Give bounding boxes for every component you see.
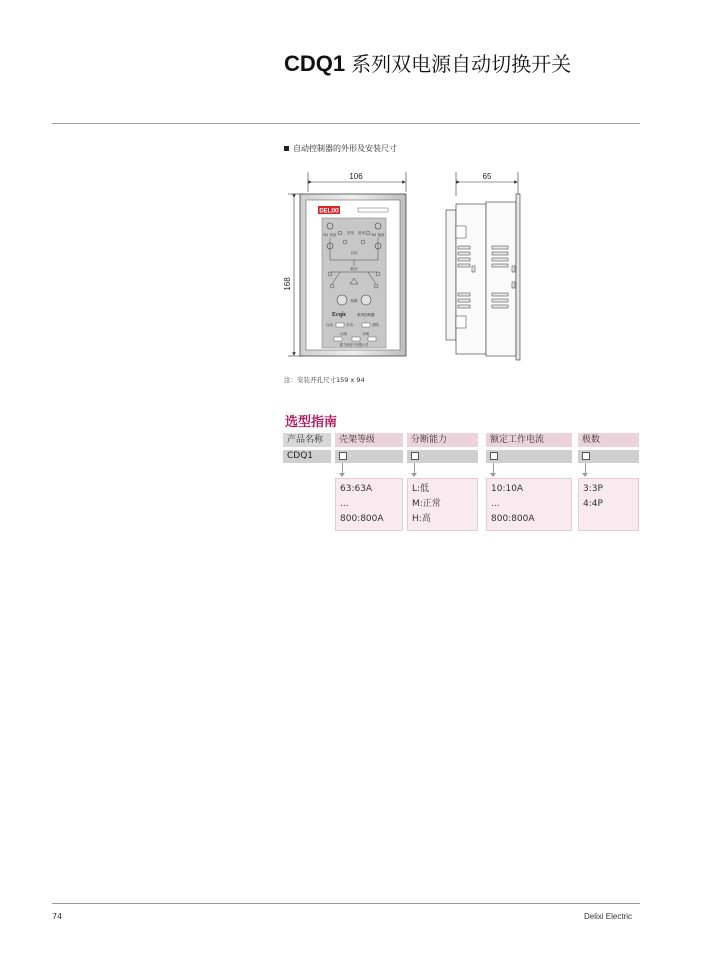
arrow-down-icon <box>582 473 588 477</box>
model-code: CDQ1 <box>284 51 346 76</box>
header-divider <box>52 123 640 124</box>
arrow-down-icon <box>490 473 496 477</box>
footer-divider <box>52 903 640 904</box>
breaking-code-checkbox[interactable] <box>411 452 419 460</box>
breaking-option: M:正常 <box>412 499 441 509</box>
title-text: 系列双电源自动切换开关 <box>351 52 572 76</box>
col-header-current: 额定工作电流 <box>486 433 572 447</box>
linkage-label: 联动 <box>350 267 358 271</box>
brand-logo-text: DELIXI <box>319 208 339 215</box>
breaking-code-cell <box>407 450 478 463</box>
poles-option: 3:3P <box>583 484 603 494</box>
arrow-down-icon <box>339 473 345 477</box>
n1-label: N1 常用 <box>323 233 337 237</box>
side-view <box>446 194 520 360</box>
col-header-breaking: 分断能力 <box>407 433 478 447</box>
auto-label: 自动 <box>350 251 358 255</box>
side-depth-label: 65 <box>482 172 492 181</box>
product-value-cell <box>283 450 331 463</box>
footer-brand: Delixi Electric <box>584 912 633 921</box>
depth-dimension <box>456 172 518 196</box>
poles-code-cell <box>578 450 639 463</box>
company-label: 德力西电气有限公司 <box>339 343 369 347</box>
page-title <box>284 48 571 77</box>
breaking-option: H:高 <box>412 514 431 524</box>
square-bullet-icon <box>284 146 289 151</box>
n2-label: N2 备用 <box>371 233 385 237</box>
section-heading <box>284 143 397 154</box>
fire-label: 消防 <box>372 323 379 327</box>
mode-auto-label: 自动 <box>326 323 333 327</box>
current-code-checkbox[interactable] <box>490 452 498 460</box>
supply1-label: 常用 <box>347 231 354 235</box>
height-label: 168 <box>283 277 292 291</box>
faceplate <box>322 218 386 348</box>
panel-model-suffix: 系列控制器 <box>357 313 375 317</box>
poles-option: 4:4P <box>583 499 603 509</box>
frame-option: 800:800A <box>340 514 384 524</box>
frame-option: ... <box>340 499 349 509</box>
current-option: 800:800A <box>491 514 535 524</box>
section-heading-text: 自动控制器的外形及安装尺寸 <box>293 144 397 153</box>
current-code-cell <box>486 450 572 463</box>
panel-model-text: Ecqic <box>332 312 347 318</box>
poles-code-checkbox[interactable] <box>582 452 590 460</box>
controller-drawing-svg <box>270 166 530 366</box>
frame-options <box>335 478 403 531</box>
breaking-option: L:低 <box>412 484 430 494</box>
width-dimension <box>308 172 406 192</box>
col-header-frame: 壳架等级 <box>335 433 403 447</box>
label-slot <box>358 208 388 212</box>
footnote: 注：安装开孔尺寸159 x 94 <box>284 376 365 384</box>
frame-option: 63:63A <box>340 484 373 494</box>
frame-code-cell <box>335 450 403 463</box>
current-option: ... <box>491 499 500 509</box>
controller-drawing <box>270 166 530 370</box>
current-options <box>486 478 572 531</box>
switch-off-label: 分闸 <box>362 332 369 336</box>
current-option: 10:10A <box>491 484 524 494</box>
arrow-down-icon <box>411 473 417 477</box>
supply2-label: 备用 <box>358 231 365 235</box>
page-number: 74 <box>52 912 63 921</box>
poles-options <box>578 478 639 531</box>
switch-on-label: 合闸 <box>340 332 347 336</box>
front-width-label: 106 <box>349 172 363 181</box>
mode-manual-label: 手动 <box>346 323 353 327</box>
col-header-poles: 极数 <box>578 433 639 447</box>
product-value: CDQ1 <box>287 451 314 461</box>
frame-code-checkbox[interactable] <box>339 452 347 460</box>
selection-heading: 选型指南 <box>285 415 338 430</box>
col-header-product: 产品名称 <box>283 433 331 447</box>
breaking-options <box>407 478 478 531</box>
fault-label: 故障 <box>350 299 358 303</box>
